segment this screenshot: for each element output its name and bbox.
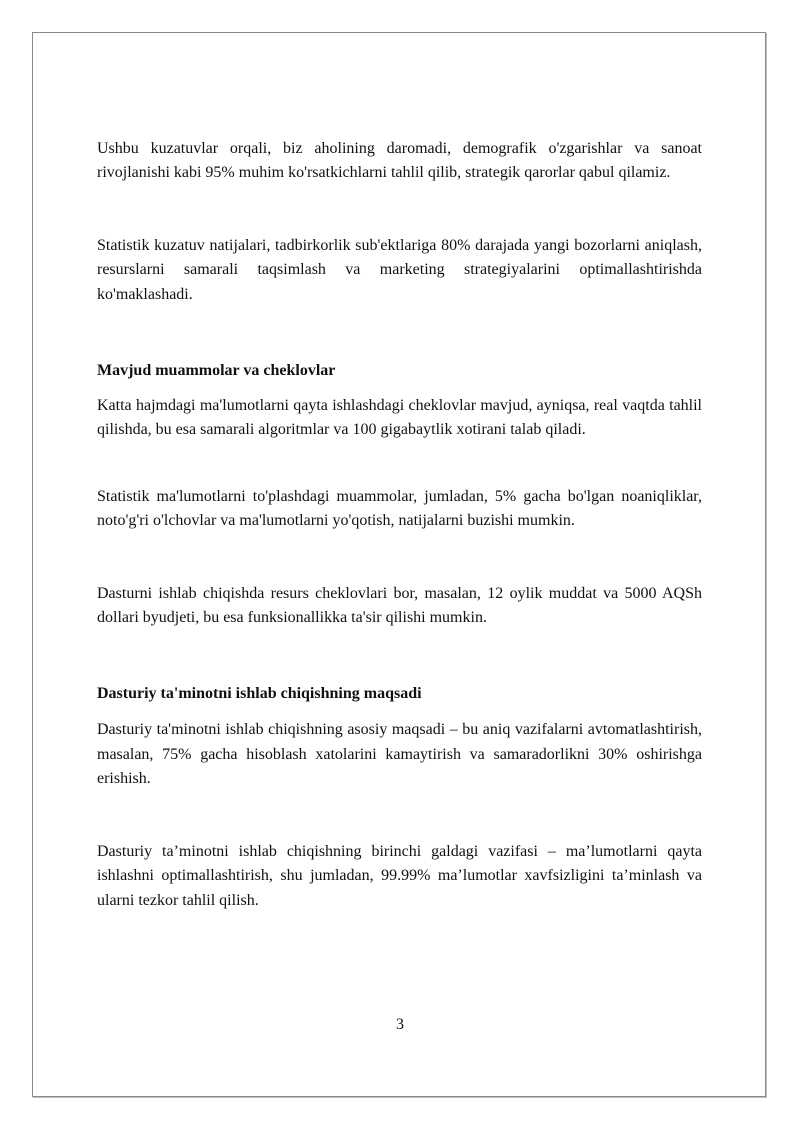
paragraph-goals-1: Dasturiy ta'minotni ishlab chiqishning asosiy maqsadi – bu aniq vazifalarni avtomatlashtirish, masalan, 75% gacha hisoblash xatolarini kamaytirish va samaradorlikni 30% oshirishga erishish.: [97, 721, 702, 788]
section-heading-problems: Mavjud muammolar va cheklovlar: [97, 362, 336, 380]
paragraph-goals-2: Dasturiy ta’minotni ishlab chiqishning birinchi galdagi vazifasi – ma’lumotlarni qayta ishlashni optimallashtirish, shu jumladan, 99.99% ma’lumotlar xavfsizligini ta’minlash va ularni tezkor tahlil qilish.: [97, 842, 702, 909]
paragraph-problems-3: Dasturni ishlab chiqishda resurs cheklovlari bor, masalan, 12 oylik muddat va 5000 AQSh dollari byudjeti, bu esa funksionallikka ta'sir qilishi mumkin.: [97, 584, 702, 627]
page-number: 3: [396, 1016, 404, 1033]
paragraph-problems-2: Statistik ma'lumotlarni to'plashdagi muammolar, jumladan, 5% gacha bo'lgan noaniqliklar, noto'g'ri o'lchovlar va ma'lumotlarni yo'qotish, natijalarni buzishi mumkin.: [97, 487, 702, 530]
paragraph-intro-2: Statistik kuzatuv natijalari, tadbirkorlik sub'ektlariga 80% darajada yangi bozorlarni aniqlash, resurslarni samarali taqsimlash va marketing strategiyalarini optimallashtirishda ko'maklashadi.: [97, 236, 702, 303]
paragraph-problems-1: Katta hajmdagi ma'lumotlarni qayta ishlashdagi cheklovlar mavjud, ayniqsa, real vaqtda tahlil qilishda, bu esa samarali algoritmlar va 100 gigabaytlik xotirani talab qiladi.: [97, 397, 702, 439]
paragraph-intro-1: Ushbu kuzatuvlar orqali, biz aholining daromadi, demografik o'zgarishlar va sanoat rivojlanishi kabi 95% muhim ko'rsatkichlarni tahlil qilib, strategik qarorlar qabul qilamiz.: [97, 140, 702, 182]
section-heading-goals: Dasturiy ta'minotni ishlab chiqishning maqsadi: [97, 685, 422, 703]
page-content: [97, 137, 702, 913]
